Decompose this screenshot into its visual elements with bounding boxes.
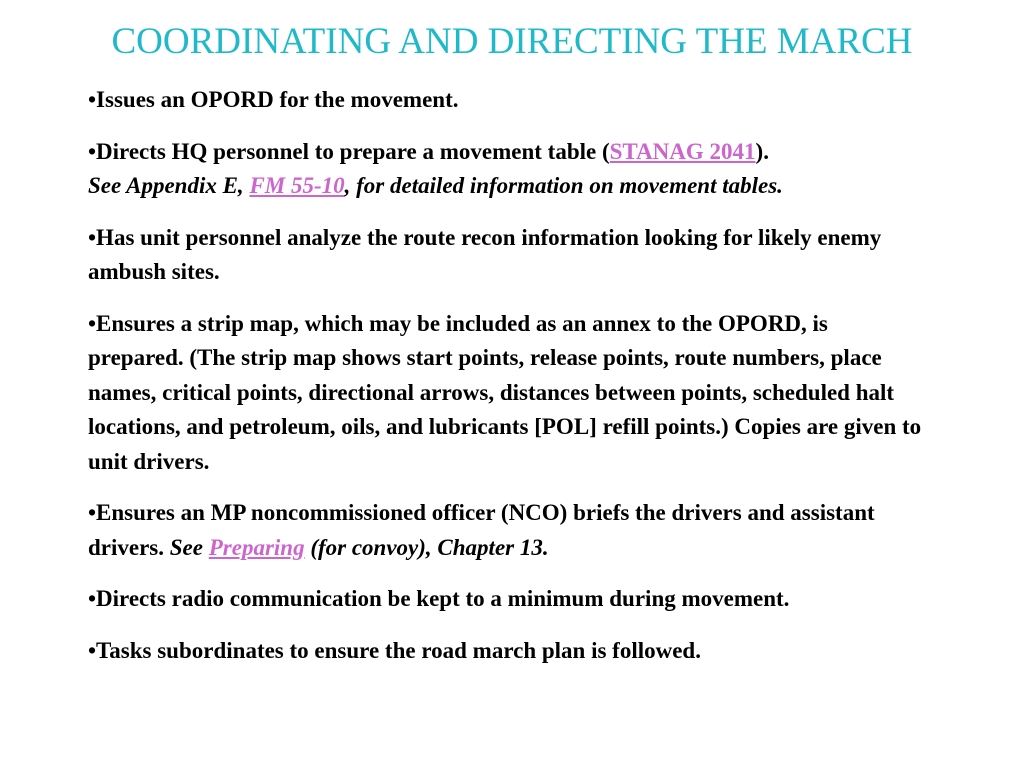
bullet-text-close: ). [755,138,769,164]
fm-55-10-link[interactable]: FM 55-10 [249,173,345,198]
bullet-issues-opord [88,83,924,118]
see-appendix-text: See Appendix E, [88,173,250,198]
bullet-text: •Ensures a strip map, which may be included as an annex to the OPORD, is prepared. (The strip map shows start points, release points, route numbers, place names, critical points, directional arrows, distances between points, scheduled halt locations, and petroleum, oils, and lubricants [POL] refill points.) Copies are given to unit drivers. [88,310,922,474]
preparing-link[interactable]: Preparing [208,534,305,560]
bullet-nco-briefs [88,496,924,565]
bullet-text: •Ensures an MP noncommissioned officer (NCO) briefs the drivers and assistant drivers. [88,500,875,560]
bullet-text: •Directs HQ personnel to prepare a movement table ( [88,138,610,164]
bullet-text: •Has unit personnel analyze the route recon information looking for likely enemy ambush sites. [88,224,882,284]
slide-title: COORDINATING AND DIRECTING THE MARCH [111,21,913,62]
chapter-13-text: (for convoy), Chapter 13. [304,534,549,560]
bullet-strip-map [88,307,924,480]
bullet-radio-communication [88,582,924,617]
bullet-list [88,83,924,685]
bullet-route-recon [88,221,924,290]
stanag-2041-link[interactable]: STANAG 2041 [609,138,756,164]
appendix-detail-text: , for detailed information on movement tables. [344,173,783,198]
bullet-text: •Tasks subordinates to ensure the road march plan is followed. [88,637,701,663]
bullet-text: •Directs radio communication be kept to a minimum during movement. [88,586,790,611]
bullet-text: •Issues an OPORD for the movement. [88,87,459,112]
bullet-tasks-subordinates [88,634,924,669]
see-text: See [169,534,209,560]
bullet-movement-table [88,135,924,204]
